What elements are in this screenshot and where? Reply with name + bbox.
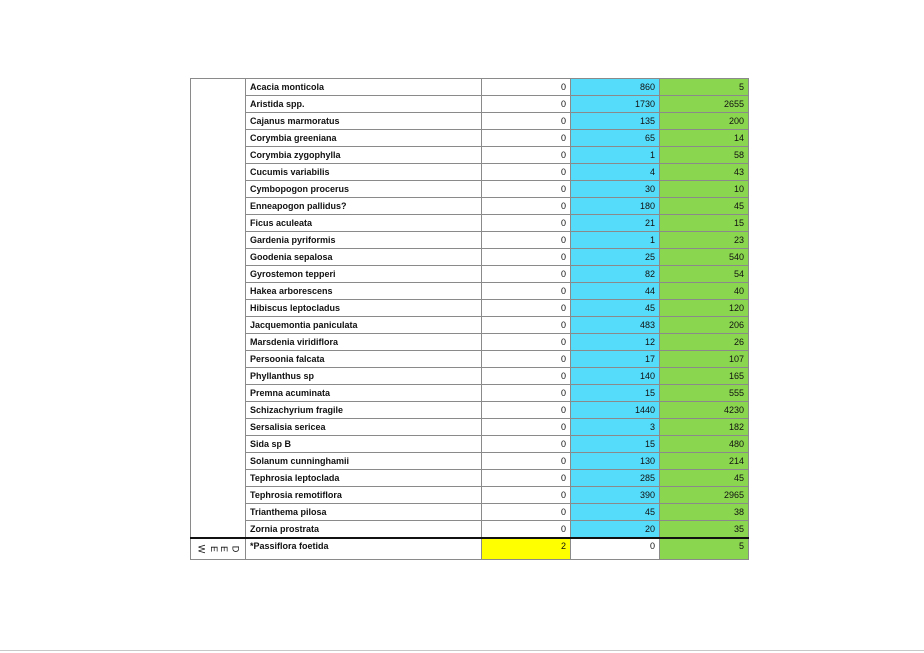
table-row: [191, 249, 749, 266]
weed-group-label: [191, 538, 246, 560]
count-col-2: 21: [571, 215, 660, 232]
species-name: Jacquemontia paniculata: [246, 317, 482, 334]
count-col-1: 0: [482, 470, 571, 487]
species-name: Goodenia sepalosa: [246, 249, 482, 266]
count-col-3: 200: [660, 113, 749, 130]
count-col-1: 0: [482, 283, 571, 300]
count-col-2: 1730: [571, 96, 660, 113]
table-row: [191, 351, 749, 368]
count-col-3: 45: [660, 470, 749, 487]
count-col-3: 2965: [660, 487, 749, 504]
table-row: [191, 419, 749, 436]
count-col-1: 0: [482, 232, 571, 249]
species-name: Trianthema pilosa: [246, 504, 482, 521]
count-col-2: 12: [571, 334, 660, 351]
count-col-2: 483: [571, 317, 660, 334]
table-row: [191, 232, 749, 249]
table-row: [191, 334, 749, 351]
count-col-1: 0: [482, 419, 571, 436]
species-name: Phyllanthus sp: [246, 368, 482, 385]
count-col-1: 0: [482, 300, 571, 317]
count-col-1: 0: [482, 113, 571, 130]
table-row: [191, 436, 749, 453]
count-col-2: 44: [571, 283, 660, 300]
species-name: Hakea arborescens: [246, 283, 482, 300]
table-row: [191, 215, 749, 232]
count-col-2: 45: [571, 504, 660, 521]
count-col-3: 206: [660, 317, 749, 334]
weed-species-name: *Passiflora foetida: [246, 538, 482, 560]
count-col-2: 30: [571, 181, 660, 198]
weed-count-col-3: 5: [660, 538, 749, 560]
table-row: [191, 130, 749, 147]
count-col-2: 1: [571, 232, 660, 249]
table-row: [191, 402, 749, 419]
count-col-2: 135: [571, 113, 660, 130]
count-col-2: 390: [571, 487, 660, 504]
species-name: Hibiscus leptocladus: [246, 300, 482, 317]
count-col-1: 0: [482, 521, 571, 539]
count-col-3: 5: [660, 79, 749, 96]
table-row: [191, 96, 749, 113]
count-col-1: 0: [482, 402, 571, 419]
weed-label-char: W: [196, 544, 207, 554]
count-col-2: 20: [571, 521, 660, 539]
count-col-3: 555: [660, 385, 749, 402]
weed-row: [191, 538, 749, 560]
table-row: [191, 317, 749, 334]
species-name: Zornia prostrata: [246, 521, 482, 539]
count-col-3: 26: [660, 334, 749, 351]
count-col-1: 0: [482, 368, 571, 385]
count-col-3: 35: [660, 521, 749, 539]
count-col-1: 0: [482, 96, 571, 113]
species-name: Ficus aculeata: [246, 215, 482, 232]
count-col-1: 0: [482, 317, 571, 334]
species-name: Tephrosia leptoclada: [246, 470, 482, 487]
count-col-3: 54: [660, 266, 749, 283]
weed-count-col-2: 0: [571, 538, 660, 560]
table-row: [191, 487, 749, 504]
count-col-3: 14: [660, 130, 749, 147]
species-name: Gyrostemon tepperi: [246, 266, 482, 283]
count-col-1: 0: [482, 79, 571, 96]
count-col-2: 15: [571, 436, 660, 453]
table-row: [191, 164, 749, 181]
species-name: Solanum cunninghamii: [246, 453, 482, 470]
count-col-1: 0: [482, 334, 571, 351]
page-bottom-border: [0, 650, 924, 651]
species-name: Schizachyrium fragile: [246, 402, 482, 419]
count-col-3: 107: [660, 351, 749, 368]
species-name: Cajanus marmoratus: [246, 113, 482, 130]
count-col-1: 0: [482, 130, 571, 147]
count-col-1: 0: [482, 198, 571, 215]
count-col-1: 0: [482, 215, 571, 232]
table-row: [191, 113, 749, 130]
species-name: Marsdenia viridiflora: [246, 334, 482, 351]
count-col-2: 1440: [571, 402, 660, 419]
count-col-1: 0: [482, 351, 571, 368]
table-row: [191, 470, 749, 487]
count-col-3: 45: [660, 198, 749, 215]
species-name: Premna acuminata: [246, 385, 482, 402]
count-col-3: 58: [660, 147, 749, 164]
count-col-2: 1: [571, 147, 660, 164]
species-name: Cymbopogon procerus: [246, 181, 482, 198]
count-col-1: 0: [482, 181, 571, 198]
table-row: [191, 79, 749, 96]
count-col-2: 65: [571, 130, 660, 147]
species-name: Corymbia zygophylla: [246, 147, 482, 164]
count-col-1: 0: [482, 164, 571, 181]
species-name: Acacia monticola: [246, 79, 482, 96]
species-name: Persoonia falcata: [246, 351, 482, 368]
count-col-3: 480: [660, 436, 749, 453]
table-row: [191, 283, 749, 300]
species-name: Enneapogon pallidus?: [246, 198, 482, 215]
group-cell-empty: [191, 79, 246, 539]
species-name: Sida sp B: [246, 436, 482, 453]
count-col-1: 0: [482, 436, 571, 453]
table-row: [191, 147, 749, 164]
table-row: [191, 385, 749, 402]
count-col-1: 0: [482, 249, 571, 266]
count-col-3: 15: [660, 215, 749, 232]
count-col-2: 4: [571, 164, 660, 181]
count-col-1: 0: [482, 504, 571, 521]
count-col-2: 285: [571, 470, 660, 487]
weed-count-col-1: 2: [482, 538, 571, 560]
species-count-table: [190, 78, 749, 560]
count-col-3: 23: [660, 232, 749, 249]
count-col-3: 214: [660, 453, 749, 470]
species-name: Aristida spp.: [246, 96, 482, 113]
count-col-2: 82: [571, 266, 660, 283]
count-col-2: 860: [571, 79, 660, 96]
weed-label-char: D: [230, 545, 241, 553]
table-row: [191, 198, 749, 215]
species-name: Sersalisia sericea: [246, 419, 482, 436]
count-col-3: 120: [660, 300, 749, 317]
table-row: [191, 181, 749, 198]
table-row: [191, 300, 749, 317]
count-col-3: 182: [660, 419, 749, 436]
count-col-2: 3: [571, 419, 660, 436]
count-col-2: 130: [571, 453, 660, 470]
species-name: Tephrosia remotiflora: [246, 487, 482, 504]
count-col-3: 2655: [660, 96, 749, 113]
species-name: Corymbia greeniana: [246, 130, 482, 147]
count-col-2: 180: [571, 198, 660, 215]
count-col-3: 38: [660, 504, 749, 521]
count-col-3: 40: [660, 283, 749, 300]
table-row: [191, 453, 749, 470]
count-col-2: 45: [571, 300, 660, 317]
count-col-3: 4230: [660, 402, 749, 419]
count-col-3: 540: [660, 249, 749, 266]
weed-label-char: E: [208, 545, 219, 553]
count-col-3: 165: [660, 368, 749, 385]
count-col-2: 17: [571, 351, 660, 368]
count-col-1: 0: [482, 487, 571, 504]
species-name: Cucumis variabilis: [246, 164, 482, 181]
count-col-1: 0: [482, 266, 571, 283]
table-row: [191, 368, 749, 385]
table-row: [191, 504, 749, 521]
species-name: Gardenia pyriformis: [246, 232, 482, 249]
count-col-2: 15: [571, 385, 660, 402]
count-col-3: 10: [660, 181, 749, 198]
table-row: [191, 521, 749, 539]
count-col-1: 0: [482, 385, 571, 402]
table-row: [191, 266, 749, 283]
count-col-2: 140: [571, 368, 660, 385]
count-col-1: 0: [482, 453, 571, 470]
weed-label-char: E: [219, 545, 230, 553]
count-col-2: 25: [571, 249, 660, 266]
count-col-3: 43: [660, 164, 749, 181]
count-col-1: 0: [482, 147, 571, 164]
